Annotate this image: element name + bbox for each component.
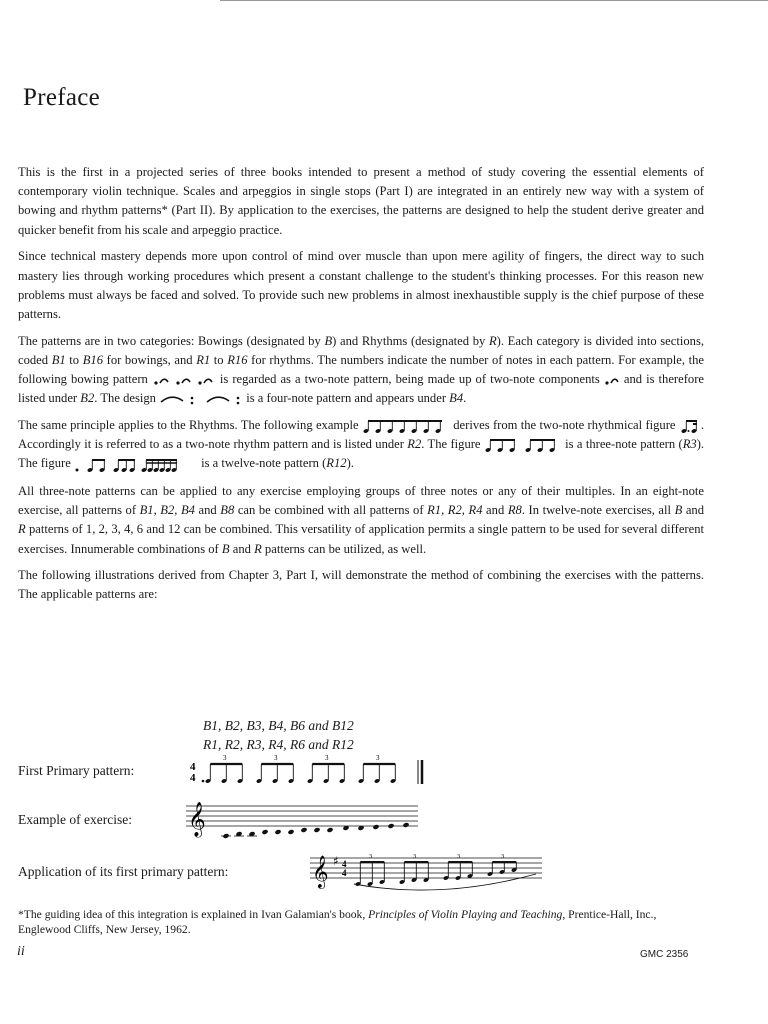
slur-icon — [207, 398, 229, 403]
triplet-number: 3 — [501, 853, 505, 860]
note-head — [287, 829, 294, 835]
three-note-rhythm-figure — [484, 437, 562, 453]
dot-icon — [154, 382, 157, 385]
twelve-note-rhythm-figure — [74, 454, 198, 474]
exercise-example-label: Example of exercise: — [18, 812, 132, 827]
dot-icon — [237, 402, 240, 405]
triplet-number: 3 — [457, 853, 461, 860]
rhythm-pair-figure — [679, 418, 701, 434]
bowing-patterns-line: B1, B2, B3, B4, B6 and B12 — [203, 718, 354, 733]
first-primary-pattern-notation — [186, 752, 426, 790]
rhythm-example-figure — [362, 418, 450, 434]
slur-icon — [204, 379, 212, 383]
note-head — [387, 823, 394, 829]
bowing-pair-figure — [604, 374, 620, 386]
treble-clef-icon: 𝄞 — [188, 802, 206, 837]
preface-paragraph: Since technical mastery depends more upon control of mind over muscle than upon mere agility of fingers, the direct way to such mastery lies through working procedures which present a constant challenge to the student's thinking processes. For this reason new problems must always be faced and solved. To provide such new problems in almost inexhaustible supply is the chief purpose of these patterns. — [18, 249, 704, 321]
time-signature-bottom: 4 — [190, 772, 196, 784]
note-head — [326, 827, 333, 833]
note-head — [274, 829, 281, 835]
dot-icon — [237, 397, 240, 400]
preface-body — [18, 163, 704, 612]
dot-icon — [176, 382, 179, 385]
time-signature-top: 4 — [190, 761, 196, 773]
page-edge-line — [220, 0, 768, 1]
preface-paragraph: The following illustrations derived from Chapter 3, Part I, will demonstrate the method of combining the exercises with the patterns. The applicable patterns are: — [18, 568, 704, 602]
triplet-number: 3 — [413, 853, 417, 860]
sharp-key-signature-icon: ♯ — [333, 854, 339, 868]
slur-icon — [160, 379, 168, 383]
dot-icon — [198, 382, 201, 385]
triplet-number: 3 — [223, 754, 227, 762]
dot-icon — [75, 469, 78, 472]
preface-paragraph: All three-note patterns can be applied to any exercise employing groups of three notes or any of their multiples. In an eight-note exercise, all patterns of B1, B2, B4 and B8 can be combined with all patterns of R1, R2, R4 and R8. In twelve-note exercises, all B and R patterns of 1, 2, 3, 4, 6 and 12 can be combined. This versatility of application permits a single pattern to be used for several different exercises. Innumerable combinations of B and R patterns can be utilized, as well. — [18, 483, 705, 556]
preface-paragraph: The patterns are in two categories: Bowings (designated by B) and Rhythms (designated by R). Each category is divided into sections, coded B1 to B16 for bowings, and R1 to R16 for rhythms. The numbers indicate the number of notes in each pattern. For example, the following bowing pattern is regarded as a two-note pattern, being made up of two-note components and is therefore listed under B2. The design is a four-note pattern and appears under B4. — [18, 333, 705, 406]
application-example-label: Application of its first primary pattern: — [18, 864, 229, 879]
application-time-top: 4 — [342, 859, 347, 869]
dot-icon — [687, 430, 689, 432]
slur-icon — [611, 379, 618, 383]
note-head — [313, 827, 320, 833]
first-primary-pattern-label: First Primary pattern: — [18, 763, 135, 778]
dot-icon — [605, 382, 608, 385]
exercise-staff-lines — [186, 806, 418, 826]
exercise-staff-notation — [186, 796, 426, 844]
preface-paragraph: The same principle applies to the Rhythms. The following example derives from the two-note rhythmical figure . Accordingly it is referred to as a two-note rhythm pattern and is listed under R2. The figure is a three-note pattern (R3). The figure is a twelve-note pattern (R12). — [18, 416, 704, 475]
note-head — [402, 822, 409, 828]
dot-icon — [191, 397, 194, 400]
preface-paragraph: This is the first in a projected series of three books intended to present a method of study covering the essential elements of contemporary violin technique. Scales and arpeggios in single stops (Part I) are integrated in an entirely new way with a system of bowing and rhythm patterns* (Part II). By application to the exercises, the patterns are designed to help the student derive greater and quicker benefit from his scale and arpeggio practice. — [18, 165, 704, 237]
page-title: Preface — [23, 84, 101, 111]
catalog-code: GMC 2356 — [640, 949, 689, 960]
dot-icon — [202, 780, 205, 783]
triplet-number: 3 — [274, 754, 278, 762]
note-head — [372, 824, 379, 830]
dot-icon — [191, 402, 194, 405]
footnote: *The guiding idea of this integration is explained in Ivan Galamian's book, Principles of Violin Playing and Teaching, Prentice-Hall, Inc., Englewood Cliffs, New Jersey, 1962. — [18, 908, 657, 936]
rhythm-patterns-line: R1, R2, R3, R4, R6 and R12 — [203, 737, 354, 752]
note-head — [300, 827, 307, 833]
treble-clef-icon: 𝄞 — [312, 855, 329, 888]
book-title: Principles of Violin Playing and Teaching — [368, 908, 563, 921]
bowing-pattern-figure — [152, 374, 216, 386]
slur-icon — [161, 398, 183, 403]
application-time-bottom: 4 — [342, 868, 347, 878]
triplet-number: 3 — [325, 754, 329, 762]
triplet-groups — [202, 754, 396, 784]
applicable-patterns-list — [203, 716, 354, 754]
exercise-notes — [221, 822, 410, 839]
triplet-number: 3 — [369, 853, 373, 860]
four-note-bowing-figure — [159, 393, 243, 405]
slur-icon — [182, 379, 190, 383]
triplet-number: 3 — [376, 754, 380, 762]
application-staff-notation — [310, 850, 550, 892]
page-number: ii — [17, 944, 25, 959]
note-head — [261, 829, 268, 835]
